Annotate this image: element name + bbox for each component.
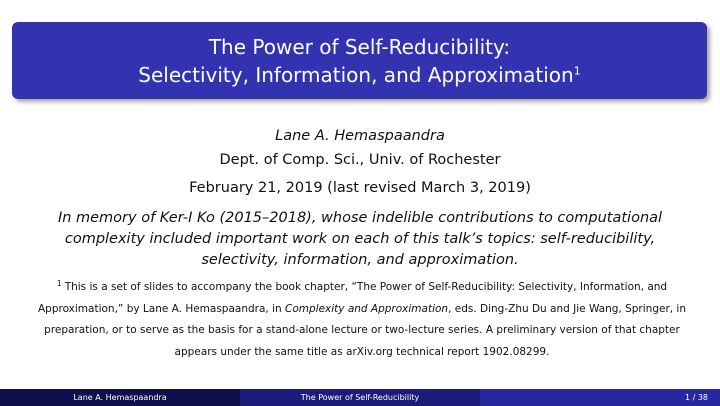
footline-title: The Power of Self-Reducibility [240, 389, 480, 406]
footline-page-number [480, 389, 720, 406]
page-separator: / [690, 393, 698, 402]
title-line-1: The Power of Self-Reducibility: [208, 34, 511, 59]
footline [0, 389, 720, 406]
footnote [22, 277, 702, 363]
footnote-book-title: Complexity and Approximation [285, 302, 449, 315]
author-name: Lane A. Hemaspaandra [275, 128, 445, 144]
title-box [12, 22, 707, 99]
talk-date: February 21, 2019 (last revised March 3, 2019) [189, 180, 531, 196]
dedication: In memory of Ker-I Ko (2015–2018), whose indelible contributions to computational complexity included important work on each of this talk’s topics: self-reducibility, selectivity, information, and approximation. [57, 210, 663, 268]
footnote-text-before: This is a set of slides to accompany the book chapter, “The Power of Self-Reducibility: Selectivity, Information, and Approximation,” by Lane A. Hemaspaandra, in [37, 281, 668, 315]
page-current: 1 [684, 393, 691, 402]
title-line-2-text: Selectivity, Information, and Approximation [138, 62, 574, 87]
footnote-mark: 1 [56, 278, 62, 288]
title-footnote-mark: 1 [573, 63, 581, 77]
footnote-text-after: , eds. Ding-Zhu Du and Jie Wang, Springer, in preparation, or to serve as the basis for a stand-alone lecture or two-lecture series. A preliminary version of that chapter appears under the same title as arXiv.org technical report 1902.08299. [44, 302, 687, 358]
page-total: 38 [697, 393, 708, 402]
author-affiliation: Dept. of Comp. Sci., Univ. of Rochester [219, 152, 501, 168]
title-line-2 [12, 61, 707, 89]
footline-author: Lane A. Hemaspaandra [0, 389, 240, 406]
